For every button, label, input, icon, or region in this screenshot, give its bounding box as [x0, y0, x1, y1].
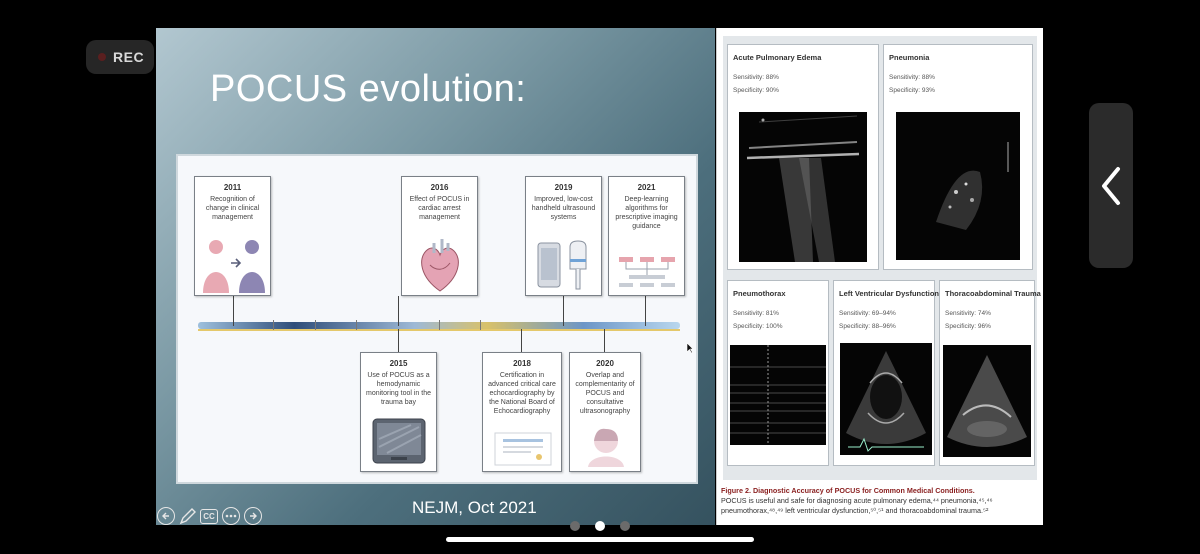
condition-title: Thoracoabdominal Trauma	[945, 289, 1041, 298]
slide-title: POCUS evolution:	[210, 68, 527, 110]
condition-card-thoracoabdominal-trauma	[939, 280, 1041, 466]
presentation-slide[interactable]	[156, 28, 715, 525]
event-year: 2021	[637, 183, 656, 192]
timeline-event-2011	[194, 176, 271, 296]
ultrasound-image	[730, 345, 826, 445]
timeline-tick	[563, 296, 564, 326]
timeline-event-2016	[401, 176, 478, 296]
timeline-segment	[315, 320, 316, 330]
event-text: Recognition of change in clinical management	[205, 196, 260, 221]
timeline-event-2015	[360, 352, 437, 472]
condition-title: Pneumothorax	[733, 289, 786, 298]
event-text: Certification in advanced critical care echocardiography by the National Board of Echocardiography	[488, 372, 556, 415]
page-indicator-dot[interactable]	[620, 521, 630, 531]
next-slide-button[interactable]	[244, 507, 262, 525]
condition-card-pneumothorax	[727, 280, 829, 466]
condition-card-pneumonia	[883, 44, 1033, 270]
timeline-event-2021	[608, 176, 685, 296]
event-text: Overlap and complementarity of POCUS and consultative ultrasonography	[575, 372, 635, 415]
sensitivity-value: Sensitivity: 81%	[733, 310, 779, 317]
pen-tool-button[interactable]	[178, 506, 198, 526]
specificity-value: Specificity: 88–96%	[839, 323, 896, 330]
mouse-cursor-icon	[686, 342, 694, 354]
next-slide-icon	[248, 511, 258, 521]
ultrasound-image	[739, 112, 867, 262]
timeline-segment	[356, 320, 357, 330]
event-text: Improved, low-cost handheld ultrasound systems	[531, 196, 596, 221]
more-options-button[interactable]	[222, 507, 240, 525]
specificity-value: Specificity: 100%	[733, 323, 783, 330]
heart-illustration-icon	[416, 235, 464, 293]
sensitivity-value: Sensitivity: 74%	[945, 310, 991, 317]
sensitivity-value: Sensitivity: 88%	[733, 74, 779, 81]
ultrasound-image	[840, 343, 932, 455]
page-indicator-dot[interactable]	[570, 521, 580, 531]
event-text: Use of POCUS as a hemodynamic monitoring tool in the trauma bay	[366, 372, 431, 406]
timeline-event-2020	[569, 352, 641, 472]
condition-title: Pneumonia	[889, 53, 930, 62]
timeline-tick	[645, 296, 646, 326]
condition-card-acute-pulmonary-edema	[727, 44, 879, 270]
clinicians-illustration-icon	[201, 235, 265, 293]
page-indicator-dot-active[interactable]	[595, 521, 605, 531]
timeline-event-2018	[482, 352, 562, 472]
sensitivity-value: Sensitivity: 69–94%	[839, 310, 896, 317]
event-text: Effect of POCUS in cardiac arrest management	[409, 196, 470, 221]
monitor-device-icon	[371, 417, 427, 467]
condition-title: Acute Pulmonary Edema	[733, 53, 822, 62]
recording-indicator[interactable]	[86, 40, 154, 74]
timeline-event-2019	[525, 176, 602, 296]
closed-captions-icon: CC	[203, 512, 215, 521]
figure-caption	[721, 486, 1039, 516]
timeline-tick	[604, 329, 605, 353]
specificity-value: Specificity: 90%	[733, 87, 779, 94]
condition-card-left-ventricular-dysfunction	[833, 280, 940, 466]
timeline-segment	[480, 320, 481, 330]
condition-title: Left Ventricular Dysfunction	[839, 289, 940, 298]
ultrasound-image	[896, 112, 1020, 260]
chevron-left-icon[interactable]	[1098, 165, 1124, 207]
timeline-tick	[398, 329, 399, 353]
caption-body: POCUS is useful and safe for diagnosing acute pulmonary edema,⁴⁴ pneumonia,⁴⁵,⁴⁶ pneumothorax,⁴⁸,⁴⁹ left ventricular dysfunction,⁵⁰,⁵¹ and thoracoabdominal trauma.⁵²	[721, 496, 993, 515]
consultation-illustration-icon	[584, 423, 628, 467]
event-year: 2018	[513, 359, 531, 368]
journal-figure-panel[interactable]	[716, 28, 1043, 525]
slide-source: NEJM, Oct 2021	[412, 498, 537, 517]
pen-icon	[178, 506, 198, 526]
event-year: 2020	[596, 359, 614, 368]
previous-slide-icon	[161, 511, 171, 521]
algorithm-diagram-icon	[615, 253, 679, 293]
home-indicator-bar[interactable]	[446, 537, 754, 542]
caption-title: Figure 2. Diagnostic Accuracy of POCUS for Common Medical Conditions.	[721, 486, 975, 495]
timeline-tick	[521, 329, 522, 353]
timeline-segment	[439, 320, 440, 330]
timeline-segment	[273, 320, 274, 330]
recording-label: REC	[113, 49, 145, 65]
more-icon	[225, 514, 237, 518]
event-year: 2015	[389, 359, 408, 368]
pocus-timeline-figure	[176, 154, 698, 484]
handheld-ultrasound-icon	[536, 239, 594, 293]
timeline-tick	[398, 296, 399, 326]
closed-captions-button[interactable]	[200, 509, 218, 524]
event-year: 2019	[554, 183, 573, 192]
event-year: 2016	[430, 183, 449, 192]
specificity-value: Specificity: 96%	[945, 323, 991, 330]
previous-slide-button[interactable]	[157, 507, 175, 525]
timeline-tick	[233, 296, 234, 326]
ultrasound-image	[943, 345, 1031, 457]
event-text: Deep-learning algorithms for prescriptive imaging guidance	[615, 196, 678, 230]
event-year: 2011	[223, 183, 242, 192]
specificity-value: Specificity: 93%	[889, 87, 935, 94]
record-dot-icon	[98, 53, 106, 61]
sensitivity-value: Sensitivity: 88%	[889, 74, 935, 81]
certificate-icon	[493, 431, 553, 467]
figure-background	[723, 36, 1041, 480]
